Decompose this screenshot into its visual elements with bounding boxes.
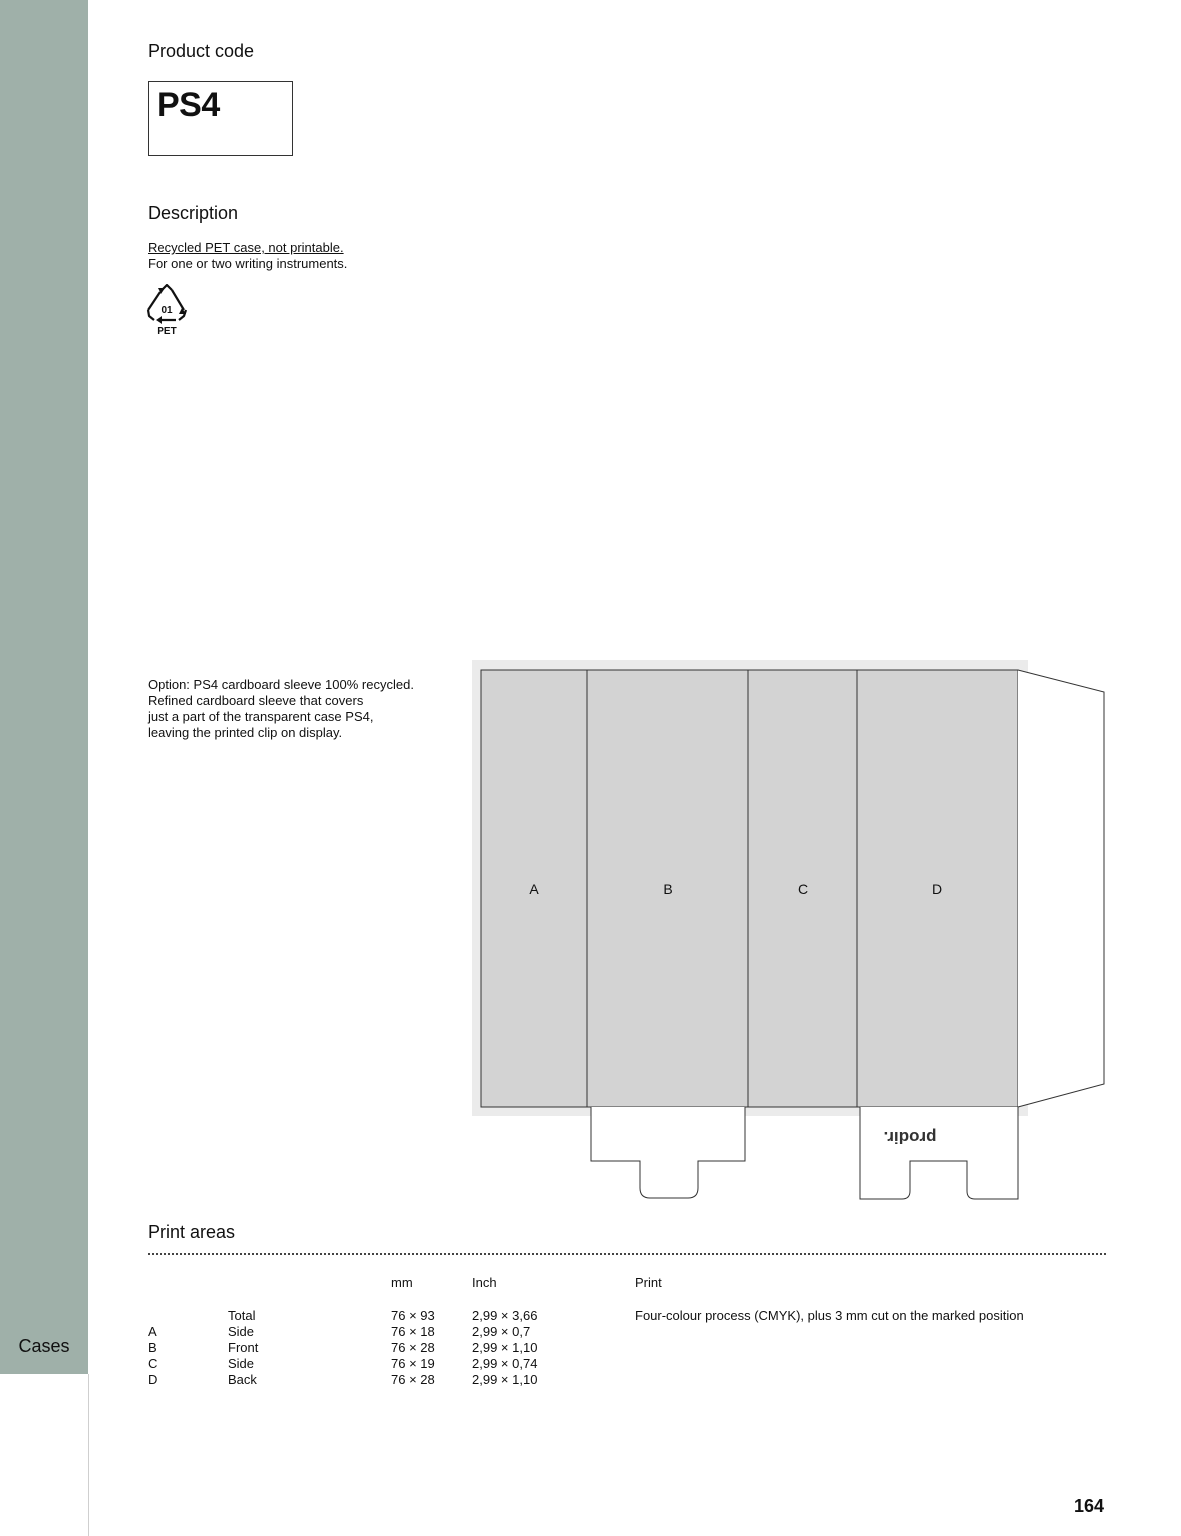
sleeve-dieline [470, 658, 1110, 1204]
row-inch: 2,99 × 0,74 [472, 1356, 538, 1371]
row-mm: 76 × 19 [391, 1356, 435, 1371]
option-line-2: Refined cardboard sleeve that covers [148, 693, 364, 708]
option-line-3: just a part of the transparent case PS4, [148, 709, 374, 724]
description-heading: Description [148, 203, 239, 223]
row-inch: 2,99 × 1,10 [472, 1340, 538, 1355]
panel-label-b: B [663, 881, 673, 897]
row-mm: 76 × 93 [391, 1308, 435, 1323]
tab-b [591, 1107, 745, 1198]
glue-flap [1018, 670, 1104, 1107]
description-line-2: For one or two writing instruments. [148, 256, 348, 271]
sidebar-divider [88, 1374, 89, 1536]
row-code: A [148, 1324, 157, 1339]
page-number: 164 [1073, 1496, 1104, 1516]
product-code-heading: Product code [148, 41, 255, 61]
tab-d [860, 1107, 1018, 1199]
product-code-box [148, 81, 293, 156]
print-areas-heading: Print areas [148, 1222, 236, 1242]
description-line-1: Recycled PET case, not printable. [148, 240, 344, 255]
recycle-code-text: 01 [161, 305, 173, 316]
row-name: Total [228, 1308, 256, 1323]
row-inch: 2,99 × 0,7 [472, 1324, 531, 1339]
panel-label-a: A [529, 881, 539, 897]
header-print: Print [635, 1275, 662, 1290]
row-name: Side [228, 1356, 255, 1371]
panel-label-d: D [931, 881, 943, 897]
header-mm: mm [391, 1275, 413, 1290]
prodir-logo: prodir. [883, 1128, 937, 1147]
row-name: Side [228, 1324, 255, 1339]
header-inch: Inch [472, 1275, 497, 1290]
sidebar [0, 0, 88, 1374]
row-name: Front [228, 1340, 259, 1355]
pet-recycle-icon [146, 284, 188, 336]
description-text [148, 240, 347, 272]
option-line-1: Option: PS4 cardboard sleeve 100% recycled. [148, 677, 414, 692]
row-mm: 76 × 28 [391, 1372, 435, 1387]
option-line-4: leaving the printed clip on display. [148, 725, 343, 740]
row-code: C [148, 1356, 158, 1371]
row-inch: 2,99 × 1,10 [472, 1372, 538, 1387]
row-mm: 76 × 18 [391, 1324, 435, 1339]
recycle-material-text: PET [157, 326, 177, 336]
row-code: D [148, 1372, 158, 1387]
section-label: Cases [18, 1336, 70, 1356]
option-text [148, 677, 448, 741]
dotted-divider [148, 1253, 1106, 1255]
product-code-value: PS4 [157, 86, 220, 124]
row-name: Back [228, 1372, 257, 1387]
row-code: B [148, 1340, 157, 1355]
row-inch: 2,99 × 3,66 [472, 1308, 538, 1323]
panel-label-c: C [797, 881, 809, 897]
row-print: Four-colour process (CMYK), plus 3 mm cut on the marked position [635, 1308, 1024, 1323]
row-mm: 76 × 28 [391, 1340, 435, 1355]
